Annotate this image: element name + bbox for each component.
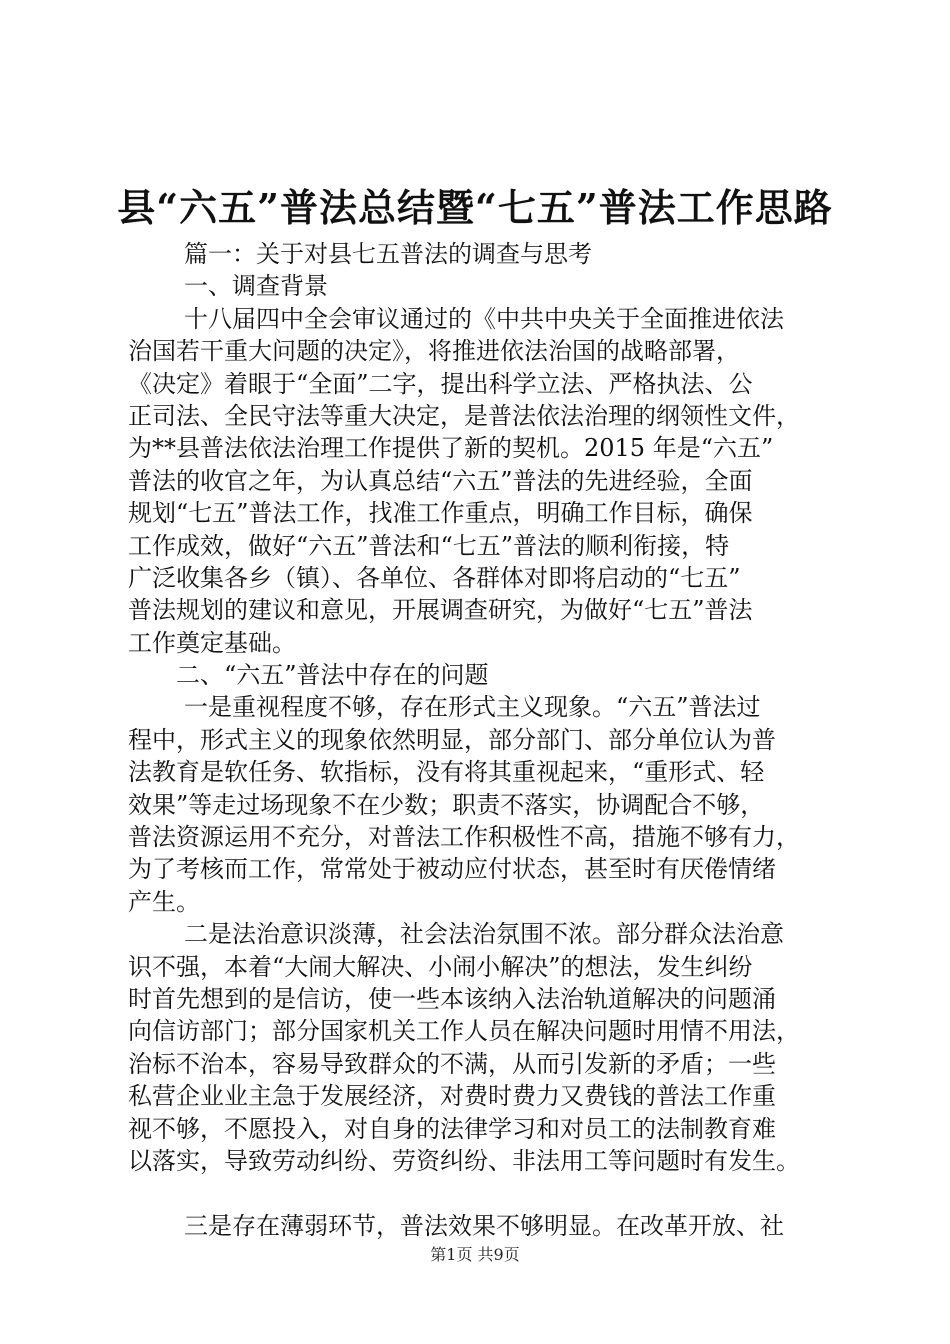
paragraph-line: 以落实，导致劳动纠纷、劳资纠纷、非法用工等问题时有发生。 <box>128 1146 800 1175</box>
paragraph-line: 二是法治意识淡薄，社会法治氛围不浓。部分群众法治意 <box>184 920 784 949</box>
paragraph-line: 工作成效，做好“六五”普法和“七五”普法的顺利衔接，特 <box>128 531 730 560</box>
paragraph-line: 三是存在薄弱环节，普法效果不够明显。在改革开放、社 <box>184 1211 784 1240</box>
paragraph-line: 普法规划的建议和意见，开展调查研究，为做好“七五”普法 <box>128 596 753 625</box>
page-number-footer: 第1页 共9页 <box>430 1245 520 1264</box>
paragraph-line: 工作奠定基础。 <box>128 628 296 657</box>
paragraph-line: 普法的收官之年，为认真总结“六五”普法的先进经验，全面 <box>128 466 753 495</box>
paragraph-line: 正司法、全民守法等重大决定，是普法依法治理的纲领性文件， <box>128 401 800 430</box>
paragraph-line: 为了考核而工作，常常处于被动应付状态，甚至时有厌倦情绪 <box>128 855 776 884</box>
paragraph-line: 程中，形式主义的现象依然明显，部分部门、部分单位认为普 <box>128 725 776 754</box>
paragraph-line: 向信访部门；部分国家机关工作人员在解决问题时用情不用法， <box>128 1017 800 1046</box>
paragraph-line: 法教育是软任务、软指标，没有将其重视起来，“重形式、轻 <box>128 758 765 787</box>
section-heading: 篇一：关于对县七五普法的调查与思考 <box>184 240 592 268</box>
paragraph-line: 十八届四中全会审议通过的《中共中央关于全面推进依法 <box>184 304 784 333</box>
paragraph-line: 效果”等走过场现象不在少数；职责不落实，协调配合不够， <box>128 790 765 819</box>
paragraph-line: 治标不治本，容易导致群众的不满，从而引发新的矛盾；一些 <box>128 1049 776 1078</box>
paragraph-gap <box>128 1177 832 1209</box>
paragraph-line: 一是重视程度不够，存在形式主义现象。“六五”普法过 <box>184 693 761 722</box>
paragraph-line: 识不强，本着“大闹大解决、小闹小解决”的想法，发生纠纷 <box>128 952 753 981</box>
paragraph-line: 普法资源运用不充分，对普法工作积极性不高，措施不够有力， <box>128 823 800 852</box>
paragraph-line: 规划“七五”普法工作，找准工作重点，明确工作目标，确保 <box>128 499 753 528</box>
paragraph-line: 《决定》着眼于“全面”二字，提出科学立法、严格执法、公 <box>128 369 753 398</box>
subsection-heading: 一、调查背景 <box>184 272 328 301</box>
paragraph-line: 产生。 <box>128 887 200 916</box>
document-body <box>128 238 832 1242</box>
paragraph-line: 时首先想到的是信访，使一些本该纳入法治轨道解决的问题涌 <box>128 984 776 1013</box>
document-title: 县“六五”普法总结暨“七五”普法工作思路 <box>117 185 833 230</box>
paragraph-line: 私营企业业主急于发展经济，对费时费力又费钱的普法工作重 <box>128 1082 776 1111</box>
paragraph-line: 为**县普法依法治理工作提供了新的契机。2015 年是“六五” <box>128 434 774 463</box>
paragraph-line: 视不够，不愿投入，对自身的法律学习和对员工的法制教育难 <box>128 1114 776 1143</box>
subsection-heading: 二、“六五”普法中存在的问题 <box>176 661 489 690</box>
paragraph-line: 治国若干重大问题的决定》，将推进依法治国的战略部署， <box>128 337 740 366</box>
paragraph-line: 广泛收集各乡（镇）、各单位、各群体对即将启动的“七五” <box>128 563 741 592</box>
